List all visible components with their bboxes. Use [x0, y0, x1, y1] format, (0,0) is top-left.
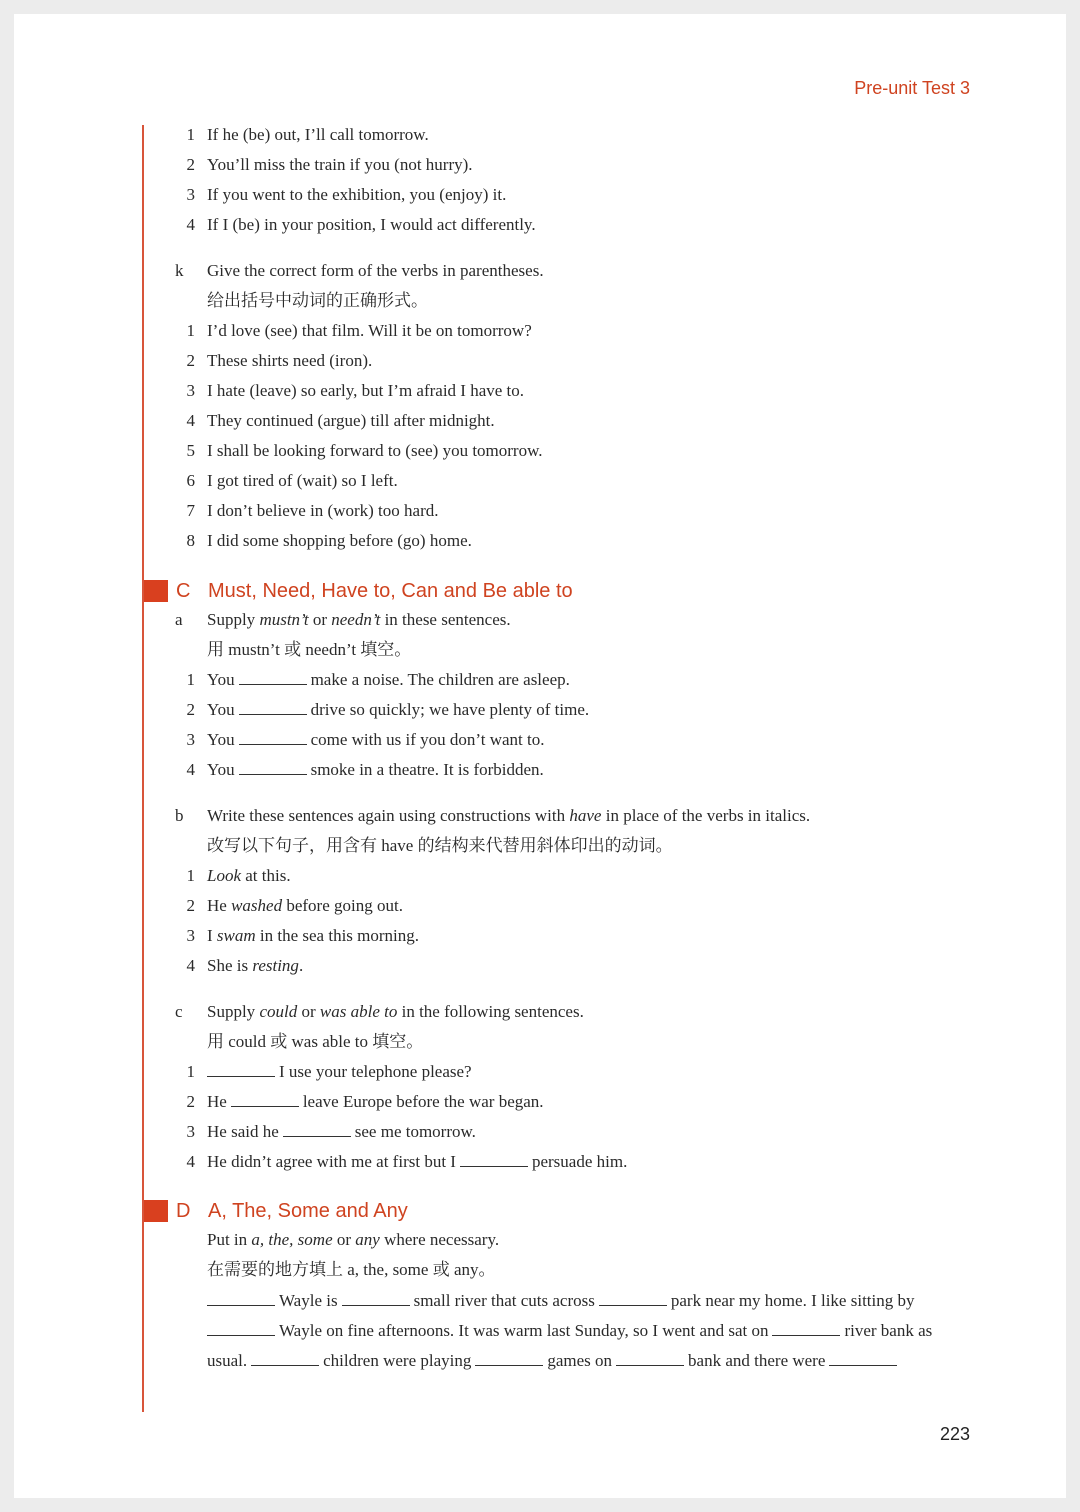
section-letter: C [176, 580, 191, 602]
item-text: I swam in the sea this morning. [207, 926, 420, 945]
item-text: He said he see me tomorrow. [207, 1117, 476, 1147]
item-number: 6 [186, 471, 195, 490]
instruction-text: Write these sentences again using constructions with have in place of the verbs in italics. [207, 806, 811, 825]
cloze-text: Wayle on fine afternoons. It was warm last Sunday, so I went and sat on river bank as [207, 1316, 932, 1346]
answer-blank[interactable] [239, 697, 307, 715]
answer-blank[interactable] [239, 757, 307, 775]
item-text: She is resting. [207, 956, 304, 975]
instruction-text-zh: 用 mustn’t 或 needn’t 填空。 [207, 640, 412, 659]
item-text: Look at this. [207, 866, 291, 885]
item-number: 4 [186, 411, 195, 430]
answer-blank[interactable] [239, 667, 307, 685]
instruction-text-zh: 改写以下句子，用含有 have 的结构来代替用斜体印出的动词。 [207, 836, 673, 855]
exercise-letter: k [175, 261, 184, 280]
cloze-text: usual. children were playing games on bank and there were [207, 1346, 901, 1376]
section-marker [144, 580, 168, 602]
item-number: 3 [186, 926, 195, 945]
item-text: He leave Europe before the war began. [207, 1087, 544, 1117]
instruction-text: Put in a, the, some or any where necessary. [207, 1230, 500, 1249]
item-text: You smoke in a theatre. It is forbidden. [207, 755, 544, 785]
item-text: If he (be) out, I’ll call tomorrow. [207, 125, 429, 144]
item-text: If you went to the exhibition, you (enjoy) it. [207, 185, 507, 204]
answer-blank[interactable] [207, 1059, 275, 1077]
item-number: 1 [186, 670, 195, 689]
answer-blank[interactable] [599, 1288, 667, 1306]
cloze-text: Wayle is small river that cuts across park near my home. I like sitting by [207, 1286, 915, 1316]
item-text: These shirts need (iron). [207, 351, 373, 370]
answer-blank[interactable] [251, 1348, 319, 1366]
answer-blank[interactable] [475, 1348, 543, 1366]
item-number: 1 [186, 321, 195, 340]
answer-blank[interactable] [239, 727, 307, 745]
item-text: I’d love (see) that film. Will it be on tomorrow? [207, 321, 532, 340]
page-number: 223 [939, 1424, 970, 1444]
section-title: A, The, Some and Any [208, 1200, 408, 1222]
item-text: You make a noise. The children are asleep. [207, 665, 570, 695]
item-text: I hate (leave) so early, but I’m afraid I have to. [207, 381, 525, 400]
item-number: 4 [186, 215, 195, 234]
answer-blank[interactable] [460, 1149, 528, 1167]
item-number: 3 [186, 185, 195, 204]
exercise-letter: a [175, 610, 183, 629]
page-header: Pre-unit Test 3 [854, 78, 970, 98]
section-title: Must, Need, Have to, Can and Be able to [208, 580, 573, 602]
item-number: 4 [186, 1152, 195, 1171]
exercise-letter: b [175, 806, 184, 825]
item-text: If I (be) in your position, I would act differently. [207, 215, 536, 234]
item-text: I did some shopping before (go) home. [207, 531, 472, 550]
item-text: You drive so quickly; we have plenty of time. [207, 695, 589, 725]
item-number: 3 [186, 381, 195, 400]
instruction-text: Supply could or was able to in the following sentences. [207, 1002, 584, 1021]
answer-blank[interactable] [616, 1348, 684, 1366]
item-text: You’ll miss the train if you (not hurry). [207, 155, 473, 174]
answer-blank[interactable] [342, 1288, 410, 1306]
instruction-text: Supply mustn’t or needn’t in these sentences. [207, 610, 511, 629]
item-number: 1 [186, 125, 195, 144]
instruction-text-zh: 用 could 或 was able to 填空。 [207, 1032, 424, 1051]
item-number: 2 [186, 351, 195, 370]
answer-blank[interactable] [772, 1318, 840, 1336]
instruction-text-zh: 在需要的地方填上 a, the, some 或 any。 [207, 1260, 496, 1279]
instruction-text: Give the correct form of the verbs in parentheses. [207, 261, 544, 280]
item-number: 8 [186, 531, 195, 550]
exercise-letter: c [175, 1002, 183, 1021]
answer-blank[interactable] [283, 1119, 351, 1137]
item-text: I don’t believe in (work) too hard. [207, 501, 439, 520]
section-marker [144, 1200, 168, 1222]
item-number: 4 [186, 956, 195, 975]
item-text: He washed before going out. [207, 896, 403, 915]
item-number: 3 [186, 1122, 195, 1141]
document-page [14, 14, 1066, 1498]
item-text: You come with us if you don’t want to. [207, 725, 544, 755]
item-text: He didn’t agree with me at first but I persuade him. [207, 1147, 627, 1177]
item-text: I shall be looking forward to (see) you tomorrow. [207, 441, 543, 460]
item-text: They continued (argue) till after midnight. [207, 411, 495, 430]
answer-blank[interactable] [207, 1318, 275, 1336]
item-number: 2 [186, 155, 195, 174]
item-number: 7 [186, 501, 195, 520]
item-text: I got tired of (wait) so I left. [207, 471, 398, 490]
answer-blank[interactable] [231, 1089, 299, 1107]
item-number: 2 [186, 700, 195, 719]
item-number: 2 [186, 1092, 195, 1111]
section-letter: D [176, 1200, 191, 1222]
item-number: 1 [186, 1062, 195, 1081]
instruction-text-zh: 给出括号中动词的正确形式。 [207, 291, 428, 310]
item-number: 1 [186, 866, 195, 885]
answer-blank[interactable] [829, 1348, 897, 1366]
item-number: 2 [186, 896, 195, 915]
item-number: 3 [186, 730, 195, 749]
item-number: 5 [186, 441, 195, 460]
item-number: 4 [186, 760, 195, 779]
item-text: I use your telephone please? [207, 1057, 472, 1087]
answer-blank[interactable] [207, 1288, 275, 1306]
